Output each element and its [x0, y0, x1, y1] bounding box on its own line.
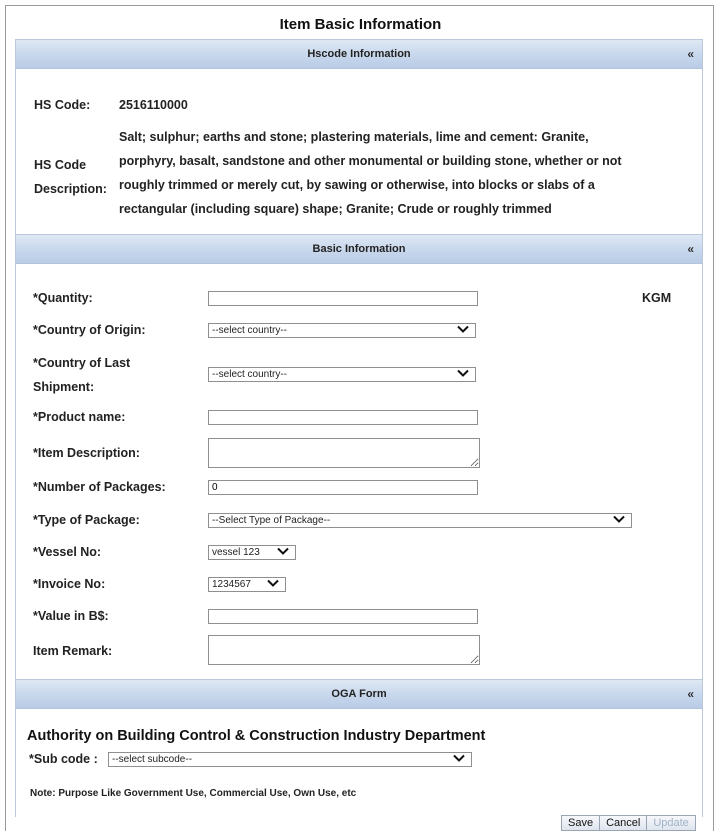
country-origin-select[interactable] [208, 323, 476, 338]
dialog-frame [5, 5, 714, 831]
chevron-down-icon [457, 325, 469, 334]
item-description-label: *Item Description: [33, 446, 140, 460]
country-origin-label: *Country of Origin: [33, 323, 146, 337]
collapse-hscode-icon[interactable]: « [687, 47, 694, 61]
vessel-label: *Vessel No: [33, 545, 102, 559]
value-bd-input[interactable] [208, 609, 478, 624]
chevron-down-icon [453, 754, 465, 763]
subcode-selected: --select subcode-- [112, 754, 193, 765]
oga-panel-header[interactable] [16, 680, 702, 709]
chevron-down-icon [267, 579, 279, 588]
type-package-selected: --Select Type of Package-- [212, 515, 331, 526]
country-origin-selected: --select country-- [212, 325, 288, 336]
collapse-basic-info-icon[interactable]: « [687, 242, 694, 256]
num-packages-label: *Number of Packages: [33, 480, 166, 494]
hscode-panel-title: Hscode Information [307, 48, 411, 60]
hs-code-label: HS Code: [34, 98, 91, 112]
hs-code-description [119, 125, 622, 221]
country-last-label [33, 351, 130, 399]
quantity-input[interactable] [208, 291, 478, 306]
hscode-panel-header[interactable] [16, 40, 702, 69]
hs-desc-line: rectangular (including square) shape; Granite; Crude or roughly trimmed [119, 202, 552, 216]
vessel-select[interactable] [208, 545, 296, 560]
hs-desc-line: roughly trimmed or merely cut, by sawing or otherwise, into blocks or slabs of a [119, 178, 595, 192]
chevron-down-icon [613, 515, 625, 524]
basic-info-panel-title: Basic Information [312, 243, 406, 255]
oga-panel-title: OGA Form [331, 688, 387, 700]
vessel-selected: vessel 123 [212, 547, 260, 558]
hs-code-desc-label-line2: Description: [34, 182, 107, 196]
country-last-select[interactable] [208, 367, 476, 382]
invoice-select[interactable] [208, 577, 286, 592]
country-last-label-line1: *Country of Last [33, 356, 131, 370]
invoice-selected: 1234567 [212, 579, 251, 590]
hs-code-desc-label [34, 153, 107, 201]
subcode-select[interactable] [108, 752, 472, 767]
item-remark-label: Item Remark: [33, 644, 113, 658]
hs-code-desc-label-line1: HS Code [34, 158, 87, 172]
quantity-label: *Quantity: [33, 291, 93, 305]
collapse-oga-icon[interactable]: « [687, 687, 694, 701]
chevron-down-icon [277, 547, 289, 556]
hs-desc-line: porphyry, basalt, sandstone and other monumental or building stone, whether or not [119, 154, 622, 168]
save-button[interactable]: Save [561, 815, 600, 831]
cancel-button[interactable]: Cancel [599, 815, 647, 831]
hs-desc-line: Salt; sulphur; earths and stone; plastering materials, lime and cement: Granite, [119, 130, 589, 144]
page-title: Item Basic Information [279, 16, 442, 33]
type-package-label: *Type of Package: [33, 513, 140, 527]
subcode-label: *Sub code : [29, 752, 98, 766]
item-description-textarea[interactable] [208, 438, 480, 468]
authority-title: Authority on Building Control & Construction Industry Department [27, 728, 486, 744]
item-remark-textarea[interactable] [208, 635, 480, 665]
value-bd-label: *Value in B$: [33, 609, 109, 623]
invoice-label: *Invoice No: [33, 577, 106, 591]
action-buttons [562, 815, 696, 831]
update-button[interactable]: Update [646, 815, 695, 831]
basic-info-panel-header[interactable] [16, 235, 702, 264]
purpose-note: Note: Purpose Like Government Use, Commercial Use, Own Use, etc [30, 788, 357, 799]
basic-info-panel [15, 234, 703, 682]
product-name-input[interactable] [208, 410, 478, 425]
chevron-down-icon [457, 369, 469, 378]
num-packages-input[interactable] [208, 480, 478, 495]
type-package-select[interactable] [208, 513, 632, 528]
oga-panel [15, 679, 703, 817]
hs-code-value: 2516110000 [119, 98, 188, 112]
product-name-label: *Product name: [33, 410, 126, 424]
country-last-label-line2: Shipment: [33, 380, 95, 394]
country-last-selected: --select country-- [212, 369, 288, 380]
quantity-unit: KGM [642, 291, 672, 305]
hscode-panel [15, 39, 703, 237]
